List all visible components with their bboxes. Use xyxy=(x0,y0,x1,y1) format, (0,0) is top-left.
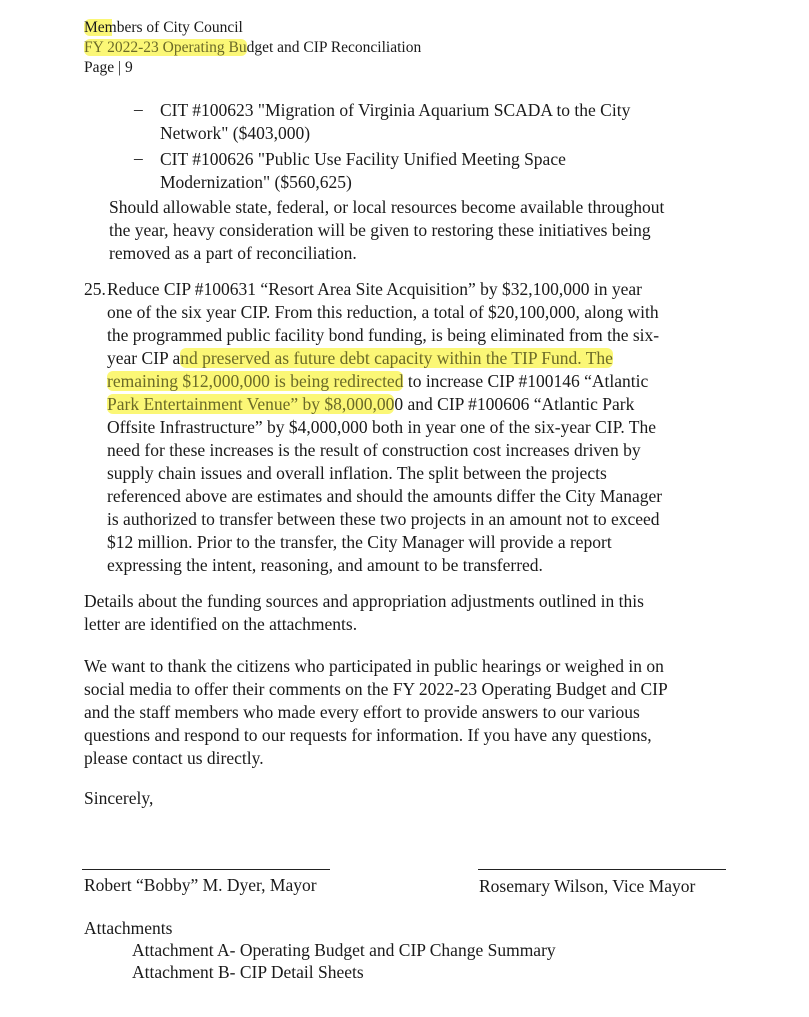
dash-bullet: – xyxy=(134,99,143,119)
letter-header xyxy=(84,18,421,78)
highlighted-text: nd preserved as future debt capacity within the TIP Fund. The xyxy=(180,348,613,368)
bullet-text: CIT #100623 "Migration of Virginia Aquarium SCADA to the City xyxy=(160,100,631,120)
attachments-heading: Attachments xyxy=(84,918,173,938)
signature-line-vice-mayor xyxy=(478,869,726,870)
dash-bullet: – xyxy=(134,148,143,168)
header-recipient: Members of City Council xyxy=(84,19,243,36)
attachment-item: Attachment A- Operating Budget and CIP Change Summary xyxy=(132,940,556,960)
item-number: 25. xyxy=(84,279,106,299)
highlighted-text: remaining $12,000,000 is being redirected xyxy=(107,371,404,391)
bullet-text: Network" ($403,000) xyxy=(160,123,311,143)
signer-mayor: Robert “Bobby” M. Dyer, Mayor xyxy=(84,875,317,895)
signer-vice-mayor: Rosemary Wilson, Vice Mayor xyxy=(479,876,696,896)
closing-salutation: Sincerely, xyxy=(84,788,154,808)
attachment-item: Attachment B- CIP Detail Sheets xyxy=(132,962,364,982)
header-subject: FY 2022-23 Operating Budget and CIP Reconciliation xyxy=(84,39,422,56)
bullet-text: CIT #100626 "Public Use Facility Unified Meeting Space xyxy=(160,149,566,169)
signature-line-mayor xyxy=(82,869,330,870)
subject-highlight: FY 2022-23 Operating Bu xyxy=(84,39,247,56)
highlighted-text: Park Entertainment Venue” by $8,000,00 xyxy=(107,394,395,414)
header-page-number: Page | 9 xyxy=(84,59,133,76)
bullet-text: Modernization" ($560,625) xyxy=(160,172,352,192)
